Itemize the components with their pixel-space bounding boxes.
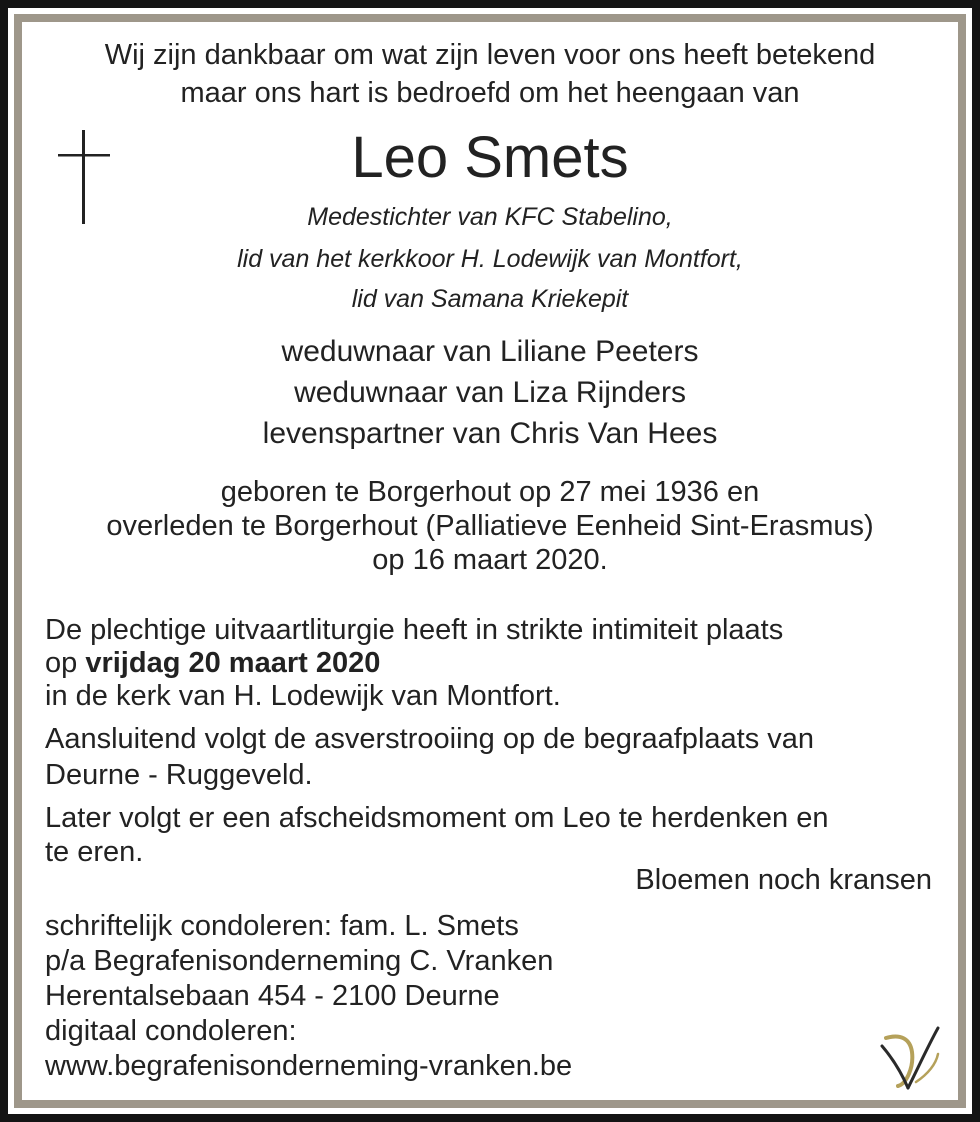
role-line-2: lid van het kerkkoor H. Lodewijk van Montfort, bbox=[237, 245, 743, 273]
role-line-3: lid van Samana Kriekepit bbox=[351, 285, 629, 313]
relation-line-1: weduwnaar van Liliane Peeters bbox=[281, 335, 699, 368]
birth-line: geboren te Borgerhout op 27 mei 1936 en bbox=[220, 476, 760, 508]
ceremony-line-2 bbox=[45, 646, 380, 680]
scatter-line-1: Aansluitend volgt de asverstrooiing op de begraafplaats van bbox=[45, 723, 815, 755]
relation-line-3: levenspartner van Chris Van Hees bbox=[262, 417, 718, 450]
flowers-note: Bloemen noch kransen bbox=[635, 864, 932, 896]
contact-website: www.begrafenisonderneming-vranken.be bbox=[45, 1050, 573, 1082]
ceremony-line-1: De plechtige uitvaartliturgie heeft in strikte intimiteit plaats bbox=[45, 614, 784, 646]
vranken-logo-icon bbox=[880, 1024, 940, 1092]
contact-address: Herentalsebaan 454 - 2100 Deurne bbox=[45, 980, 500, 1012]
intro-line-2: maar ons hart is bedroefd om het heengaan van bbox=[180, 77, 800, 109]
relation-line-2: weduwnaar van Liza Rijnders bbox=[294, 376, 686, 409]
death-line: overleden te Borgerhout (Palliatieve Eenheid Sint-Erasmus) bbox=[106, 510, 874, 542]
contact-digital-label: digitaal condoleren: bbox=[45, 1015, 297, 1047]
deceased-name: Leo Smets bbox=[351, 125, 629, 190]
later-line-1: Later volgt er een afscheidsmoment om Leo te herdenken en bbox=[45, 802, 829, 834]
intro-line-1: Wij zijn dankbaar om wat zijn leven voor ons heeft betekend bbox=[104, 39, 876, 71]
ceremony-date: vrijdag 20 maart 2020 bbox=[85, 647, 381, 679]
ceremony-location: in de kerk van H. Lodewijk van Montfort. bbox=[45, 680, 561, 712]
contact-line-2: p/a Begrafenisonderneming C. Vranken bbox=[45, 945, 554, 977]
contact-line-1: schriftelijk condoleren: fam. L. Smets bbox=[45, 910, 519, 942]
later-line-2: te eren. bbox=[45, 836, 144, 868]
death-date-line: op 16 maart 2020. bbox=[372, 544, 608, 576]
ceremony-date-prefix: op bbox=[45, 647, 86, 679]
role-line-1: Medestichter van KFC Stabelino, bbox=[307, 203, 673, 231]
scatter-line-2: Deurne - Ruggeveld. bbox=[45, 759, 313, 791]
